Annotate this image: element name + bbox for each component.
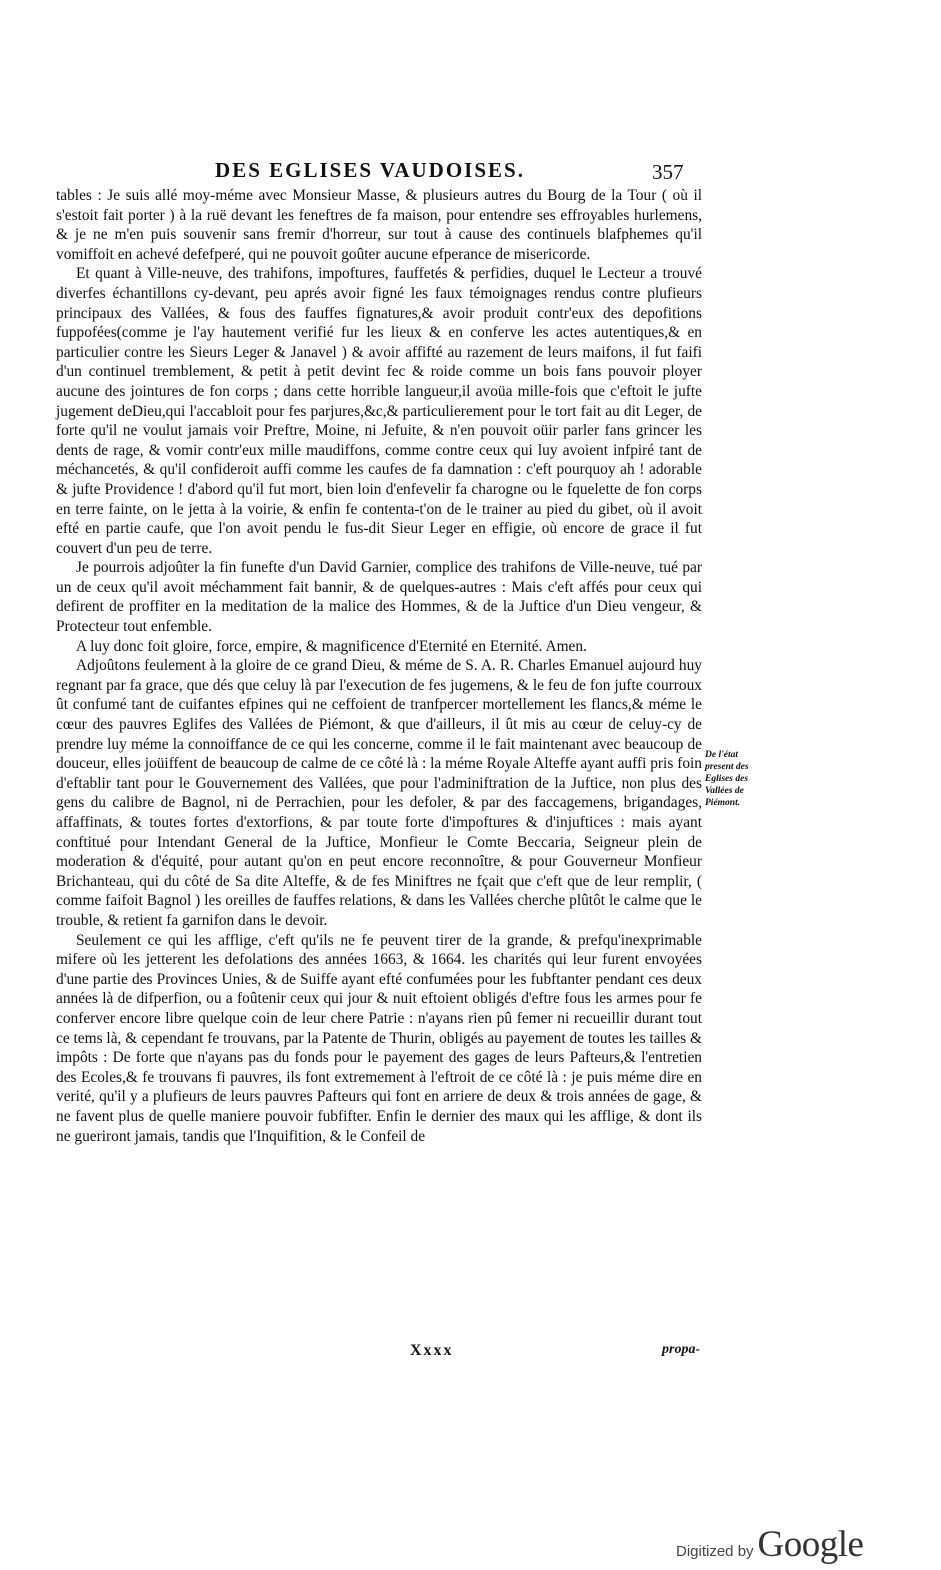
google-logo: Google	[757, 1524, 864, 1565]
paragraph: tables : Je suis allé moy-méme avec Monsieur Masse, & plusieurs autres du Bourg de la Tour ( où il s'estoit fait porter ) à la ruë devant les feneftres de fa maison, pour entendre ses effroyables hurlemens, & je ne m'en puis souvenir sans fremir d'horreur, sur tout à cause des continuels blafphemes qu'il vomiffoit en achevé defefperé, qui ne pouvoit goûter aucune efperance de misericorde.	[56, 187, 702, 263]
paragraph: Adjoûtons feulement à la gloire de ce grand Dieu, & méme de S. A. R. Charles Emanuel aujourd huy regnant par fa grace, que dés que celuy là par l'execution de fes jugemens, & le feu de fon jufte courroux ût confumé tant de cuifantes efpines qui ne ceffoient de tranfpercer mortellement les flancs,& méme le cœur des pauvres Eglifes des Vallées de Piémont, & que d'ailleurs, il ût mis au cœur de celuy-cy de prendre luy méme la connoiffance de ce qui les concerne, comme il le fait maintenant avec beaucoup de douceur, elles joüiffent de beaucoup de calme de ce côté là : la méme Royale Alteffe ayant auffi pris foin d'eftablir tant pour le Gouvernement des Vallées, que pour l'adminiftration de la Juftice, non plus des gens du calibre de Bagnol, ni de Perrachien, pour les defoler, & par des faccagemens, brigandages, affaffinats, & toutes fortes d'extorfions, & par toute forte d'impoftures & d'injuftices : mais ayant conftitué pour Intendant General de la Juftice, Monfieur le Comte Beccaria, Seigneur plein de moderation & d'équité, pour autant qu'on en peut encore reconnoître, & pour Gouverneur Monfieur Brichanteau, qui du côté de Sa dite Alteffe, & de fes Miniftres ne fçait que c'eft que de leur remplir, ( comme faifoit Bagnol ) les oreilles de fauffes relations, & dans les Vallées cherche plûtôt le calme que le trouble, & retient fa garnifon dans le devoir.	[56, 657, 702, 929]
watermark-prefix: Digitized by	[676, 1543, 754, 1560]
paragraph: A luy donc foit gloire, force, empire, & magnificence d'Eternité en Eternité. Amen.	[76, 637, 587, 655]
paragraph: Seulement ce qui les afflige, c'eft qu'ils ne fe peuvent tirer de la grande, & prefqu'inexprimable mifere où les jetterent les defolations des années 1663, & 1664. les charités qui leur furent envoyées d'une partie des Provinces Unies, & de Suiffe ayant efté confumées pour les fubftanter pendant ces deux années là de difperfion, ou a foûtenir ceux qui jour & nuit eftoient obligés d'eftre fous les armes pour fe conferver encore libre quelque coin de leur chere Patrie : n'ayans rien pû femer ni recueillir durant tout ce tems là, & cependant fe trouvans, par la Patente de Thurin, obligés au payement de toutes les tailles & impôts : De forte que n'ayans pas du fonds pour le payement des gages de leurs Pafteurs,& l'entretien des Ecoles,& fe trouvans fi pauvres, ils font extremement à l'eftroit de ce côté là : je puis méme dire en verité, qu'il y a plufieurs de leurs pauvres Pafteurs qui font en arriere de deux & trois années de gage, & ne favent plus de quelle maniere pouvoir fubfifter. Enfin le dernier des maux qui les afflige, & dont ils ne gueriront jamais, tandis que l'Inquifition, & le Confeil de	[56, 931, 702, 1145]
running-head: DES EGLISES VAUDOISES.	[215, 158, 525, 182]
catchword: propa-	[662, 1342, 701, 1357]
signature-mark: Xxxx	[410, 1342, 454, 1359]
body-text	[56, 186, 702, 1146]
digitized-watermark	[676, 1523, 863, 1566]
margin-note: De l'état present des Eglises des Vallées de Piémont.	[705, 750, 749, 808]
page-number: 357	[652, 160, 684, 184]
paragraph: Et quant à Ville-neuve, des trahifons, impoftures, fauffetés & perfidies, duquel le Lecteur a trouvé diverfes échantillons cy-devant, peu aprés avoir figné les faux témoignages rendus contre plufieurs principaux des Vallées, & fous des fauffes fignatures,& avoir produit contr'eux des depofitions fuppofées(comme je l'ay hautement verifié fur les lieux & en conferve les actes autentiques,& en particulier contre les Sieurs Leger & Janavel ) & avoir affifté au razement de leurs maifons, il fut faifi d'un continuel tremblement, & petit à petit devint fec & roide comme un bois fans pouvoir ployer aucune des jointures de fon corps ; dans cette horrible langueur,il avoüa mille-fois que c'eftoit le jufte jugement deDieu,qui l'accabloit pour fes parjures,&c,& particulierement pour le tort fait au dit Leger, de forte qu'il ne voulut jamais voir Preftre, Moine, ni Jefuite, & n'en pouvoit oüir parler fans grincer les dents de rage, & vomir contr'eux mille maudiffons, comme contre ceux qui luy avoient infpiré tant de méchancetés, & qu'il confideroit auffi comme les caufes de fa damnation : c'eft pourquoy ah ! adorable & jufte Providence ! d'abord qu'il fut mort, bien loin d'enfevelir fa charogne ou le fquelette de fon corps en terre fainte, on le jetta à la voirie, & enfin fe contenta-t'on de le trainer au pied du gibet, où il avoit efté en partie caufe, que l'on avoit pendu le fus-dit Sieur Leger en effigie, où encore de grace il fut couvert d'un peu de terre.	[56, 265, 702, 557]
paragraph: Je pourrois adjoûter la fin funefte d'un David Garnier, complice des trahifons de Ville-neuve, tué par un de ceux qu'il avoit méchamment fait bannir, & de quelques-autres : Mais c'eft affés pour ceux qui defirent de proffiter en la meditation de la malice des Hommes, & de la Juftice d'un Dieu vengeur, & Protecteur tout enfemble.	[56, 559, 702, 636]
